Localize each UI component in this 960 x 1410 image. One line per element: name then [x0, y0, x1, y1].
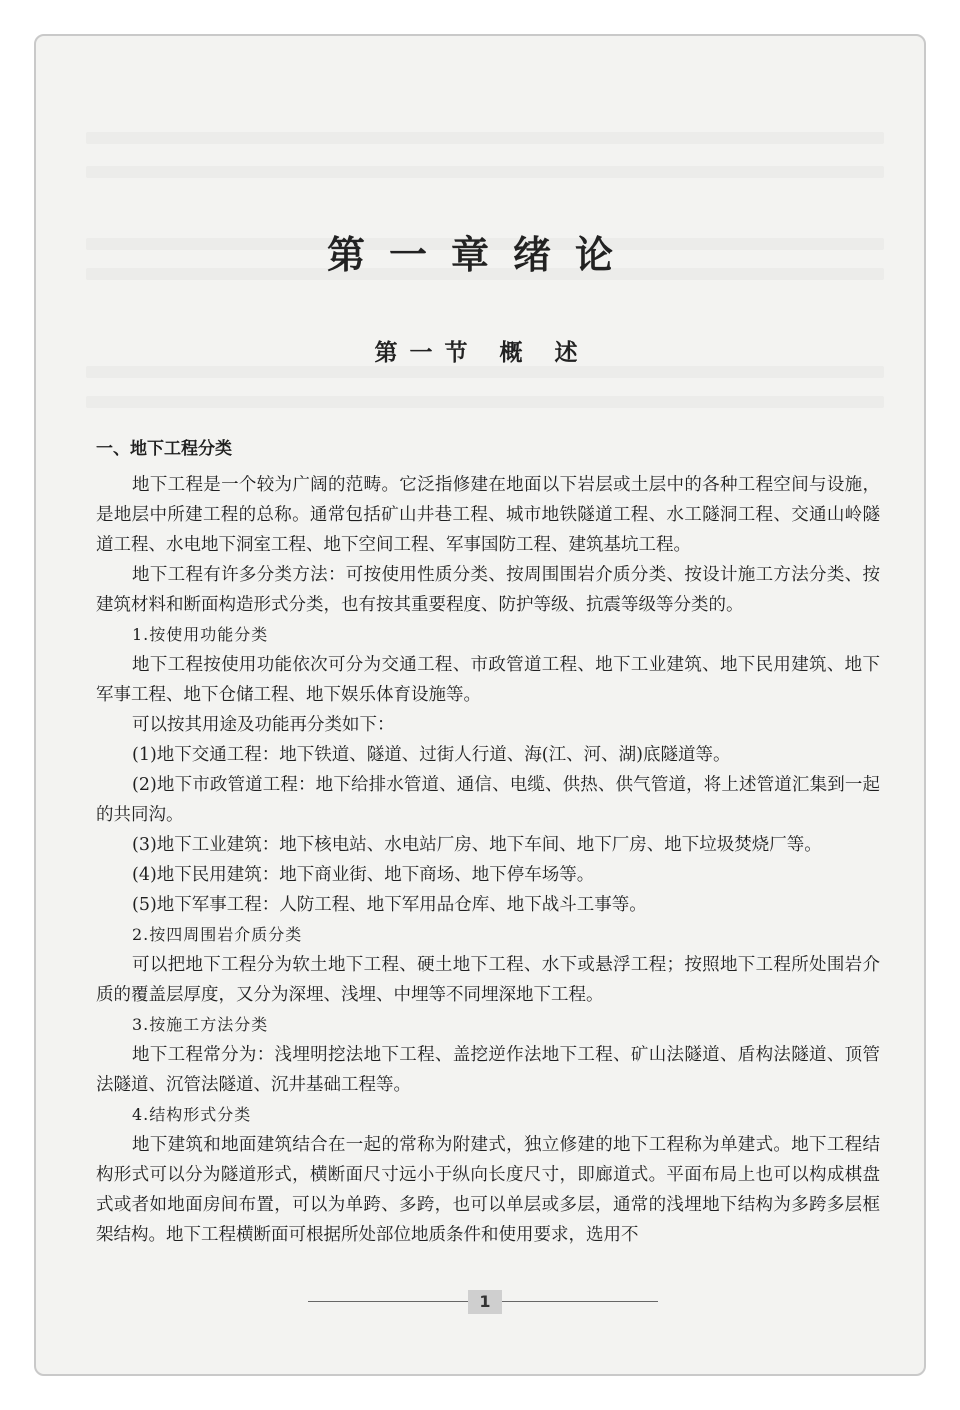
page-footer — [36, 1290, 926, 1314]
subheading-function: 1.按使用功能分类 — [132, 625, 269, 644]
footer-rule-left — [308, 1301, 468, 1302]
page-body — [96, 434, 880, 1250]
section-heading: 一、地下工程分类 — [96, 439, 232, 459]
paragraph-classification-methods: 地下工程有许多分类方法：可按使用性质分类、按周围围岩介质分类、按设计施工方法分类、按建筑材料和断面构造形式分类，也有按其重要程度、防护等级、抗震等级等分类的。 — [96, 565, 880, 615]
paragraph-construction-method: 地下工程常分为：浅埋明挖法地下工程、盖挖逆作法地下工程、矿山法隧道、盾构法隧道、顶管法隧道、沉管法隧道、沉井基础工程等。 — [96, 1045, 880, 1095]
subheading-rock-medium: 2.按四周围岩介质分类 — [132, 925, 303, 944]
section-title: 第一节 概 述 — [374, 339, 590, 366]
paragraph-further-classification: 可以按其用途及功能再分类如下： — [132, 715, 395, 735]
list-item: (2)地下市政管道工程：地下给排水管道、通信、电缆、供热、供气管道，将上述管道汇集到一起的共同沟。 — [96, 775, 880, 825]
list-item: (3)地下工业建筑：地下核电站、水电站厂房、地下车间、地下厂房、地下垃圾焚烧厂等。 — [132, 835, 822, 855]
bleed-through — [86, 132, 884, 144]
chapter-title: 第一章绪论 — [326, 232, 637, 277]
list-item: (4)地下民用建筑：地下商业街、地下商场、地下停车场等。 — [132, 865, 595, 885]
paragraph-structure-form: 地下建筑和地面建筑结合在一起的常称为附建式，独立修建的地下工程称为单建式。地下工程结构形式可以分为隧道形式，横断面尺寸远小于纵向长度尺寸，即廊道式。平面布局上也可以构成棋盘式或者如地面房间布置，可以为单跨、多跨，也可以单层或多层，通常的浅埋地下结构为多跨多层框架结构。地下工程横断面可根据所处部位地质条件和使用要求，选用不 — [96, 1135, 880, 1245]
subheading-structure-form: 4.结构形式分类 — [132, 1105, 252, 1124]
bleed-through — [86, 166, 884, 178]
footer-rule-right — [502, 1301, 658, 1302]
list-item: (5)地下军事工程：人防工程、地下军用品仓库、地下战斗工事等。 — [132, 895, 647, 915]
bleed-through — [86, 366, 884, 378]
subheading-construction-method: 3.按施工方法分类 — [132, 1015, 269, 1034]
paragraph-definition: 地下工程是一个较为广阔的范畴。它泛指修建在地面以下岩层或土层中的各种工程空间与设施，是地层中所建工程的总称。通常包括矿山井巷工程、城市地铁隧道工程、水工隧洞工程、交通山岭隧道工程、水电地下洞室工程、地下空间工程、军事国防工程、建筑基坑工程。 — [96, 475, 880, 555]
book-page — [34, 34, 926, 1376]
bleed-through — [86, 396, 884, 408]
paragraph-function: 地下工程按使用功能依次可分为交通工程、市政管道工程、地下工业建筑、地下民用建筑、地下军事工程、地下仓储工程、地下娱乐体育设施等。 — [96, 655, 880, 705]
paragraph-rock-medium: 可以把地下工程分为软土地下工程、硬土地下工程、水下或悬浮工程；按照地下工程所处围岩介质的覆盖层厚度，又分为深埋、浅埋、中埋等不同埋深地下工程。 — [96, 955, 880, 1005]
page-number: 1 — [468, 1290, 502, 1314]
list-item: (1)地下交通工程：地下铁道、隧道、过街人行道、海(江、河、湖)底隧道等。 — [132, 745, 731, 765]
